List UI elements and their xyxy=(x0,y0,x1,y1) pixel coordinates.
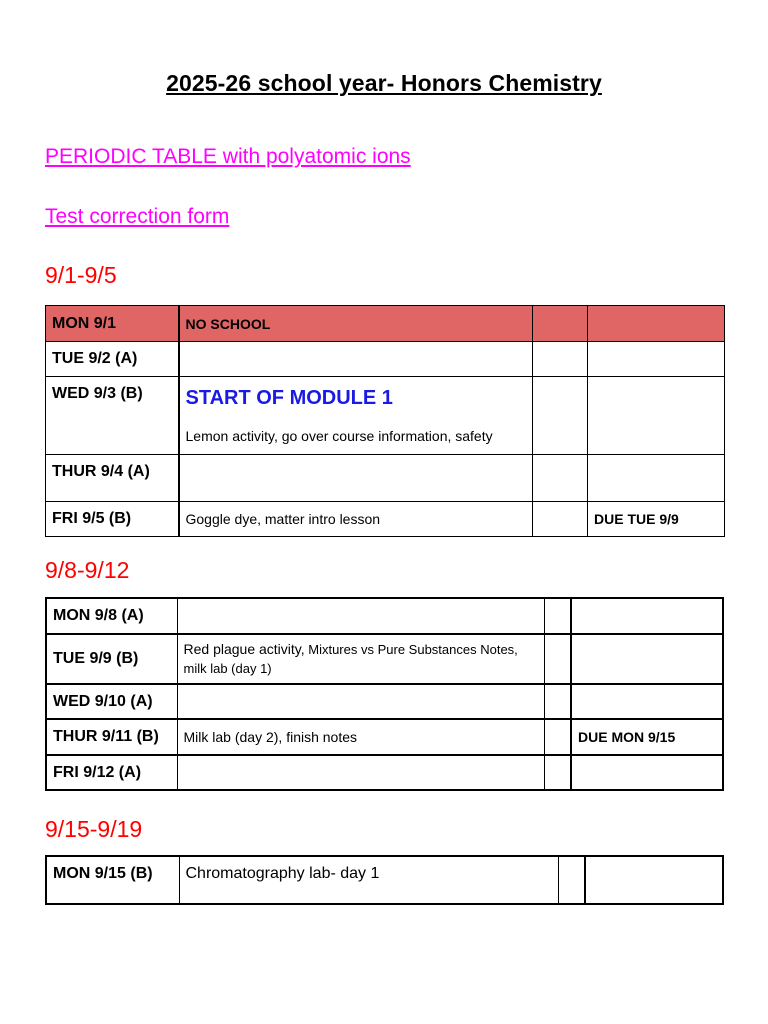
day-cell: TUE 9/2 (A) xyxy=(46,342,179,377)
day-cell: WED 9/3 (B) xyxy=(46,377,179,455)
extra-cell xyxy=(533,342,588,377)
extra-cell xyxy=(533,455,588,502)
due-cell xyxy=(588,342,725,377)
table-row xyxy=(46,856,723,904)
table-row xyxy=(46,455,725,502)
due-cell: DUE MON 9/15 xyxy=(571,719,723,755)
extra-cell xyxy=(544,755,571,790)
day-cell: MON 9/15 (B) xyxy=(46,856,179,904)
extra-cell xyxy=(544,598,571,634)
extra-cell xyxy=(533,502,588,537)
table-row xyxy=(46,598,723,634)
table-row xyxy=(46,342,725,377)
activity-cell xyxy=(179,455,533,502)
day-cell: WED 9/10 (A) xyxy=(46,684,177,719)
table-row xyxy=(46,755,723,790)
activity-cell: Chromatography lab- day 1 xyxy=(179,856,558,904)
extra-cell xyxy=(533,306,588,342)
week-heading-2: 9/8-9/12 xyxy=(45,557,130,583)
due-cell xyxy=(588,306,725,342)
table-row xyxy=(46,684,723,719)
activity-text: Lemon activity, go over course information, safety xyxy=(185,428,493,444)
extra-cell xyxy=(533,377,588,455)
activity-cell xyxy=(179,377,533,455)
due-cell xyxy=(571,755,723,790)
due-cell xyxy=(571,634,723,684)
document-title: 2025-26 school year- Honors Chemistry xyxy=(166,70,602,96)
day-cell: FRI 9/12 (A) xyxy=(46,755,177,790)
extra-cell xyxy=(558,856,585,904)
day-cell: MON 9/1 xyxy=(46,306,179,342)
activity-text: Mixtures vs Pure Substances Notes, milk lab (day 1) xyxy=(183,642,518,676)
week-1-schedule-table xyxy=(45,305,725,537)
due-cell xyxy=(571,598,723,634)
due-cell xyxy=(588,377,725,455)
due-cell xyxy=(588,455,725,502)
activity-cell xyxy=(177,684,544,719)
activity-cell xyxy=(179,342,533,377)
activity-cell xyxy=(177,634,544,684)
activity-cell: Goggle dye, matter intro lesson xyxy=(179,502,533,537)
activity-cell xyxy=(177,755,544,790)
activity-cell: Milk lab (day 2), finish notes xyxy=(177,719,544,755)
module-title: START OF MODULE 1 xyxy=(185,387,393,409)
activity-cell: NO SCHOOL xyxy=(179,306,533,342)
day-cell: THUR 9/11 (B) xyxy=(46,719,177,755)
table-row xyxy=(46,634,723,684)
due-cell xyxy=(585,856,723,904)
test-correction-form-link[interactable]: Test correction form xyxy=(45,205,230,228)
due-cell xyxy=(571,684,723,719)
extra-cell xyxy=(544,684,571,719)
week-heading-1: 9/1-9/5 xyxy=(45,262,117,288)
activity-lead-text: Red plague activity, xyxy=(183,641,305,657)
extra-cell xyxy=(544,719,571,755)
extra-cell xyxy=(544,634,571,684)
day-cell: FRI 9/5 (B) xyxy=(46,502,179,537)
week-heading-3: 9/15-9/19 xyxy=(45,816,143,842)
week-3-schedule-table xyxy=(45,855,724,905)
table-row xyxy=(46,719,723,755)
day-cell: TUE 9/9 (B) xyxy=(46,634,177,684)
table-row xyxy=(46,502,725,537)
due-cell: DUE TUE 9/9 xyxy=(588,502,725,537)
activity-cell xyxy=(177,598,544,634)
day-cell: MON 9/8 (A) xyxy=(46,598,177,634)
day-cell: THUR 9/4 (A) xyxy=(46,455,179,502)
periodic-table-link[interactable]: PERIODIC TABLE with polyatomic ions xyxy=(45,145,411,168)
table-row xyxy=(46,377,725,455)
week-2-schedule-table xyxy=(45,597,724,791)
table-row xyxy=(46,306,725,342)
